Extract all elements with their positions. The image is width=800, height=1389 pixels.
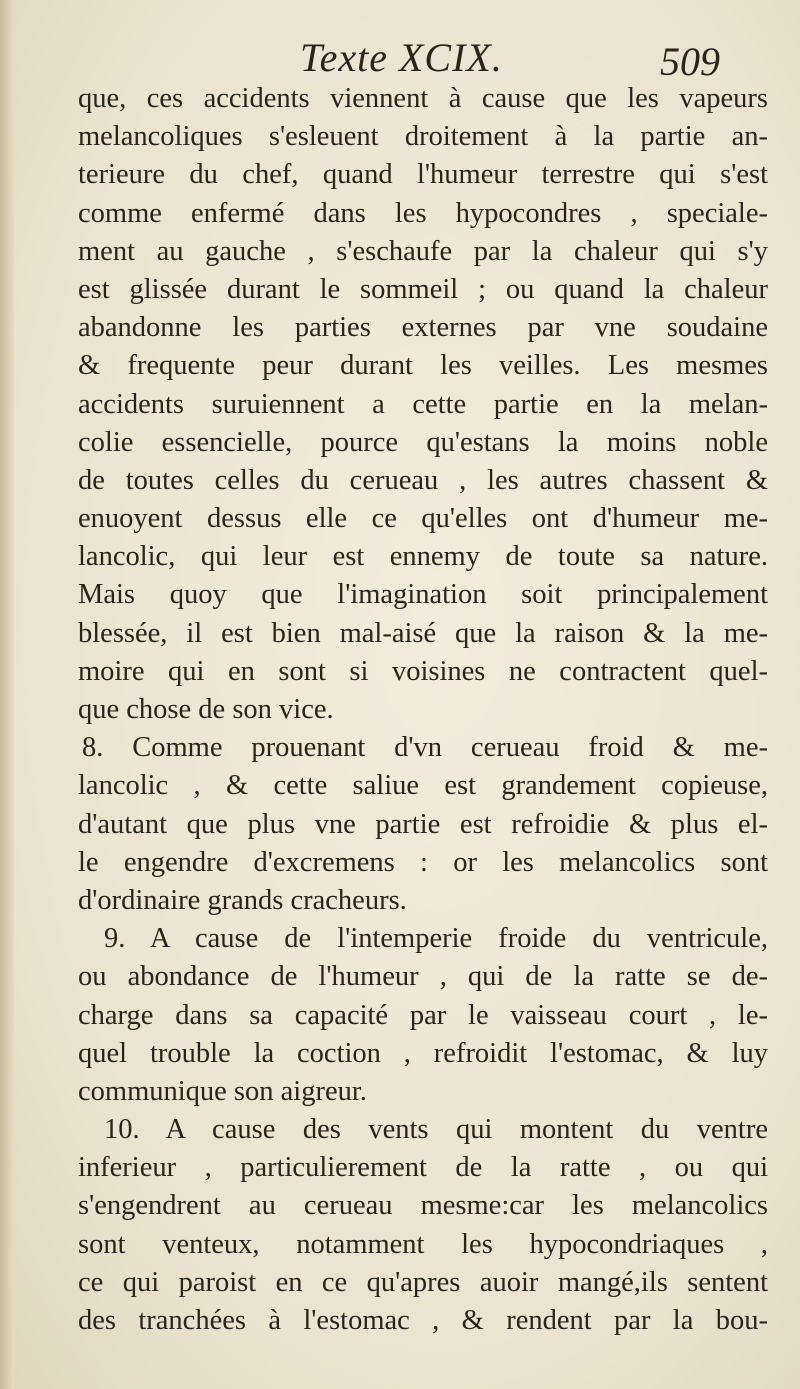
text-line: inferieur , particulierement de la ratte , ou qui bbox=[78, 1152, 768, 1184]
text-line: 9. A cause de l'intemperie froide du ventricule, bbox=[104, 923, 768, 955]
text-line: enuoyent dessus elle ce qu'elles ont d'humeur me- bbox=[78, 503, 768, 535]
text-line: abandonne les parties externes par vne soudaine bbox=[78, 312, 768, 344]
text-line: 10. A cause des vents qui montent du ventre bbox=[104, 1114, 768, 1146]
text-line: comme enfermé dans les hypocondres , speciale- bbox=[78, 197, 768, 229]
text-line: que chose de son vice. bbox=[78, 694, 334, 725]
text-line: charge dans sa capacité par le vaisseau court , le- bbox=[78, 999, 768, 1031]
text-line: d'ordinaire grands cracheurs. bbox=[78, 884, 407, 916]
text-line: est glissée durant le sommeil ; ou quand la chaleur bbox=[78, 273, 768, 305]
page-header bbox=[0, 28, 800, 88]
page-gutter bbox=[0, 0, 14, 1389]
text-line: 8. Comme prouenant d'vn cerueau froid & me- bbox=[82, 732, 768, 764]
text-line: ce qui paroist en ce qu'apres auoir mangé,ils sentent bbox=[78, 1266, 768, 1298]
body-text bbox=[78, 80, 768, 1340]
text-line: terieure du chef, quand l'humeur terrestre qui s'est bbox=[78, 159, 768, 191]
text-line: que, ces accidents viennent à cause que les vapeurs bbox=[78, 83, 768, 114]
text-line: melancoliques s'esleuent droitement à la partie an- bbox=[78, 121, 768, 153]
text-line: lancolic , & cette saliue est grandement copieuse, bbox=[78, 770, 768, 802]
text-line: quel trouble la coction , refroidit l'estomac, & luy bbox=[78, 1037, 768, 1069]
page-number: 509 bbox=[660, 39, 720, 84]
text-line: des tranchées à l'estomac , & rendent par la bou- bbox=[78, 1305, 768, 1336]
text-line: d'autant que plus vne partie est refroidie & plus el- bbox=[78, 808, 768, 840]
text-line: moire qui en sont si voisines ne contractent quel- bbox=[78, 655, 768, 687]
text-line: ou abondance de l'humeur , qui de la ratte se de- bbox=[78, 961, 768, 993]
text-line: colie essencielle, pource qu'estans la moins noble bbox=[78, 426, 768, 458]
text-line: communique son aigreur. bbox=[78, 1075, 367, 1107]
text-line: & frequente peur durant les veilles. Les mesmes bbox=[78, 350, 768, 382]
text-line: ment au gauche , s'eschaufe par la chaleur qui s'y bbox=[78, 235, 768, 267]
text-line: accidents suruiennent a cette partie en la melan- bbox=[78, 388, 768, 420]
text-line: lancolic, qui leur est ennemy de toute sa nature. bbox=[78, 541, 768, 573]
text-line: sont venteux, notamment les hypocondriaques , bbox=[78, 1228, 768, 1260]
text-line: de toutes celles du cerueau , les autres chassent & bbox=[78, 464, 768, 496]
text-line: blessée, il est bien mal-aisé que la raison & la me- bbox=[78, 617, 768, 649]
text-line: Mais quoy que l'imagination soit principalement bbox=[78, 579, 768, 611]
running-title: Texte XCIX. bbox=[300, 35, 503, 80]
text-line: s'engendrent au cerueau mesme:car les melancolics bbox=[78, 1190, 768, 1222]
text-line: le engendre d'excremens : or les melancolics sont bbox=[78, 846, 768, 878]
